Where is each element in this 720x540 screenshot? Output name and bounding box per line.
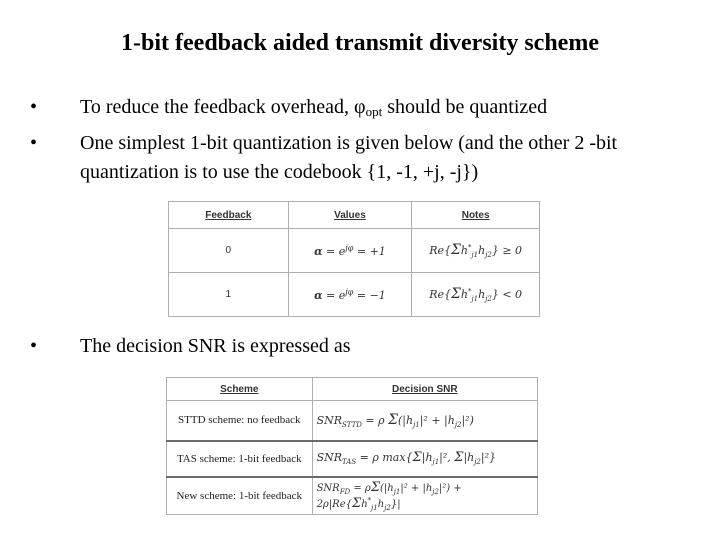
column-header-notes: Notes (412, 202, 540, 229)
bullet-marker: • (30, 96, 38, 118)
bullet-marker: • (30, 132, 38, 154)
note-formula-negative: $Re\{\Sigma h^*_{j1}h_{j2}\} < 0$ (412, 273, 540, 317)
feedback-cell: 1 (169, 273, 289, 317)
value-formula-plus: $\alpha = e^{j\varphi} = +1$ (288, 229, 412, 273)
bullet-text-end: should be quantized (382, 96, 548, 118)
feedback-values-table (168, 201, 540, 317)
scheme-cell: TAS scheme: 1-bit feedback (167, 441, 313, 477)
slide-title: 1-bit feedback aided transmit diversity scheme (121, 30, 599, 56)
bullet-marker: • (30, 335, 38, 357)
snr-formula-sttd: $SNR_{STTD} = \rho$ $\Sigma(|h_{j1}|^2 + |h_{j2}|^2)$ (312, 401, 537, 441)
table-row (167, 401, 538, 441)
note-formula-nonneg: $Re\{\Sigma h^*_{j1}h_{j2}\} \ge 0$ (412, 229, 540, 273)
decision-snr-table (166, 377, 538, 515)
column-header-scheme: Scheme (167, 378, 313, 401)
bullet-text-start: To reduce the feedback overhead, (80, 96, 355, 118)
feedback-cell: 0 (169, 229, 289, 273)
column-header-feedback: Feedback (169, 202, 289, 229)
phi-symbol: φ (354, 96, 366, 118)
column-header-decision-snr: Decision SNR (312, 378, 537, 401)
table-row (167, 477, 538, 515)
phi-subscript: opt (365, 104, 383, 119)
bullet-text: One simplest 1-bit quantization is given below (and the other 2 -bit quantization is to use the codebook {1, -1, +j, -j}) (80, 132, 618, 183)
table-row (169, 273, 540, 317)
bullet-text: The decision SNR is expressed as (80, 335, 351, 357)
scheme-cell: STTD scheme: no feedback (167, 401, 313, 441)
value-formula-minus: $\alpha = e^{j\varphi} = -1$ (288, 273, 412, 317)
snr-formula-tas: $SNR_{TAS} = \rho$ $\max\{\Sigma|h_{j1}|^2$, $\Sigma|h_{j2}|^2$} (312, 441, 537, 477)
scheme-cell: New scheme: 1-bit feedback (167, 477, 313, 515)
column-header-values: Values (288, 202, 412, 229)
snr-formula-new: $SNR_{FD} = \rho\Sigma(|h_{j1}|^2 + |h_{j2}|^2) + 2\rho|Re\{\Sigma h^*_{j1}h_{j2}\}|$ (312, 477, 537, 515)
table-row (169, 229, 540, 273)
table-row (167, 441, 538, 477)
